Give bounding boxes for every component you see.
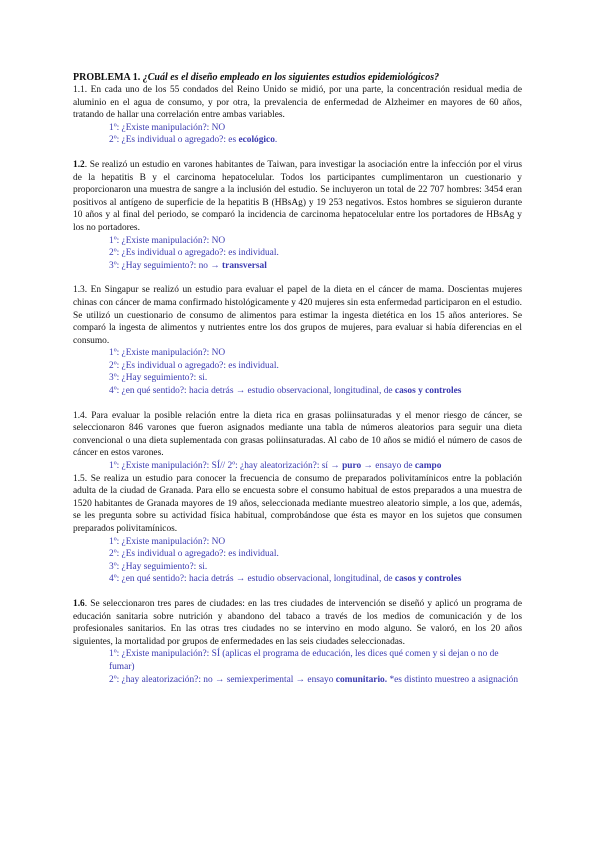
question-1-6 [73,598,522,648]
question-1-1: 1.1. En cada uno de los 55 condados del Reino Unido se midió, por una parte, la concentración residual media de aluminio en el agua de consumo, y por otra, la prevalencia de enfermedad de Alzheimer en mayores de 60 años, tratando de hallar una correlación entre ambas variables. [73,85,522,121]
answer-highlight: comunitario. [335,674,388,685]
answer-1-3-followup: 3º: ¿Hay seguimiento?: si. [109,373,208,384]
answer-1-4 [109,460,522,473]
answer-1-5-level: 2º: ¿Es individual o agregado?: es individual. [109,549,279,560]
question-number: 1.2 [73,159,85,170]
answer-highlight: puro [342,461,362,472]
answer-text: 2º: ¿hay aleatorización?: no → semiexperimental → ensayo [109,674,336,685]
question-number: 1.6 [73,598,85,609]
answer-highlight: campo [414,461,442,472]
question-text: . Se realizó un estudio en varones habitantes de Taiwan, para investigar la asociación entre la infección por el virus de la hepatitis B y el carcinoma hepatocelular. Todos los participantes cumplimentaron un cuestionario y proporcionaron una muestra de sangre a la inclusión del estudio. Se incluyeron un total de 22 707 hombres: 3454 eran positivos al antígeno de superficie de la hepatitis B (HBsAg) y 19 253 negativos. Estos hombres se siguieron durante 10 años y al final del periodo, se comparó la incidencia de carcinoma hepatocelular entre los portadores de HBsAg y los no portadores. [73,159,522,233]
answer-text: 1º: ¿Existe manipulación?: SÍ// 2º: ¿hay aleatorización?: sí → [109,461,343,472]
answer-1-2-level: 2º: ¿Es individual o agregado?: es individual. [109,248,279,259]
problem-title [73,72,522,84]
answer-1-2-followup [109,260,522,273]
answer-text: → ensayo de [361,461,415,472]
answer-1-5-manipulation: 1º: ¿Existe manipulación?: NO [109,536,226,547]
answer-highlight: casos y controles [394,574,462,585]
problem-title-lead: PROBLEMA 1. [73,72,141,83]
answer-text: 2º: ¿Es individual o agregado?: es [109,135,239,146]
answer-1-1-level [109,134,522,147]
answer-highlight: ecológico [238,135,275,146]
document-page [73,72,522,686]
answer-1-3-manipulation: 1º: ¿Existe manipulación?: NO [109,348,226,359]
answer-highlight: casos y controles [394,386,462,397]
answer-text: . [274,135,278,146]
question-1-2 [73,159,522,235]
question-1-3: 1.3. En Singapur se realizó un estudio para evaluar el papel de la dieta en el cáncer de mama. Doscientas mujeres chinas con cáncer de mama confirmado histológicamente y 420 mujeres sin esta enfermedad participaron en el estudio. Se utilizó un cuestionario de consumo de alimentos para estimar la ingesta dietética en los 15 años anteriores. Se comparó la ingesta de alimentos y nutrientes entre los dos grupos de mujeres, para evaluar si había diferencias en el consumo. [73,285,522,346]
question-1-4: 1.4. Para evaluar la posible relación entre la dieta rica en grasas poliinsaturadas y el menor riesgo de cáncer, se seleccionaron 846 varones que fueron asignados mediante una tabla de números aleatorios para seguir una dieta convencional o una dieta suplementada con grasas poliinsaturadas. Al cabo de 10 años se midió el número de casos de cáncer en estos varones. [73,410,522,459]
answer-text: 4º: ¿en qué sentido?: hacia detrás → estudio observacional, longitudinal, de [109,386,395,397]
answer-text: 3º: ¿Hay seguimiento?: no → [109,260,223,271]
answer-text: *es distinto muestreo a asignación [387,674,519,685]
answer-highlight: transversal [222,260,267,271]
answer-1-3-level: 2º: ¿Es individual o agregado?: es individual. [109,360,279,371]
answer-1-6-manipulation: 1º: ¿Existe manipulación?: SÍ (aplicas el programa de educación, les dices qué comen y si dejan o no de fumar) [109,649,499,672]
answer-1-3-direction [109,385,522,398]
answer-1-1-manipulation: 1º: ¿Existe manipulación?: NO [109,122,226,133]
question-text: . Se seleccionaron tres pares de ciudades: en las tres ciudades de intervención se diseñó y aplicó un programa de educación sanitaria sobre nutrición y abandono del tabaco a través de los medios de comunicación y de los profesionales sanitarios. En las otras tres ciudades no se intervino en modo alguno. Se valoró, en los 20 años siguientes, la mortalidad por grupos de enfermedades en las seis ciudades seleccionadas. [73,598,522,647]
answer-1-5-followup: 3º: ¿Hay seguimiento?: si. [109,561,208,572]
answer-text: 4º: ¿en qué sentido?: hacia detrás → estudio observacional, longitudinal, de [109,574,395,585]
answer-1-2-manipulation: 1º: ¿Existe manipulación?: NO [109,235,226,246]
answer-1-6-randomization [109,674,522,687]
problem-title-question: ¿Cuál es el diseño empleado en los siguientes estudios epidemiológicos? [140,72,440,83]
answer-1-5-direction [109,573,522,586]
question-1-5: 1.5. Se realiza un estudio para conocer la frecuencia de consumo de preparados polivitamínicos entre la población adulta de la ciudad de Granada. Para ello se encuesta sobre el consumo habitual de estos preparados a una muestra de 1520 habitantes de Granada mayores de 19 años, seleccionada mediante muestreo aleatorio simple, a los que, además, se les pregunta sobre su actividad física habitual, comprobándose que ésta es mayor en los sujetos que consumen preparados polivitamínicos. [73,473,522,534]
